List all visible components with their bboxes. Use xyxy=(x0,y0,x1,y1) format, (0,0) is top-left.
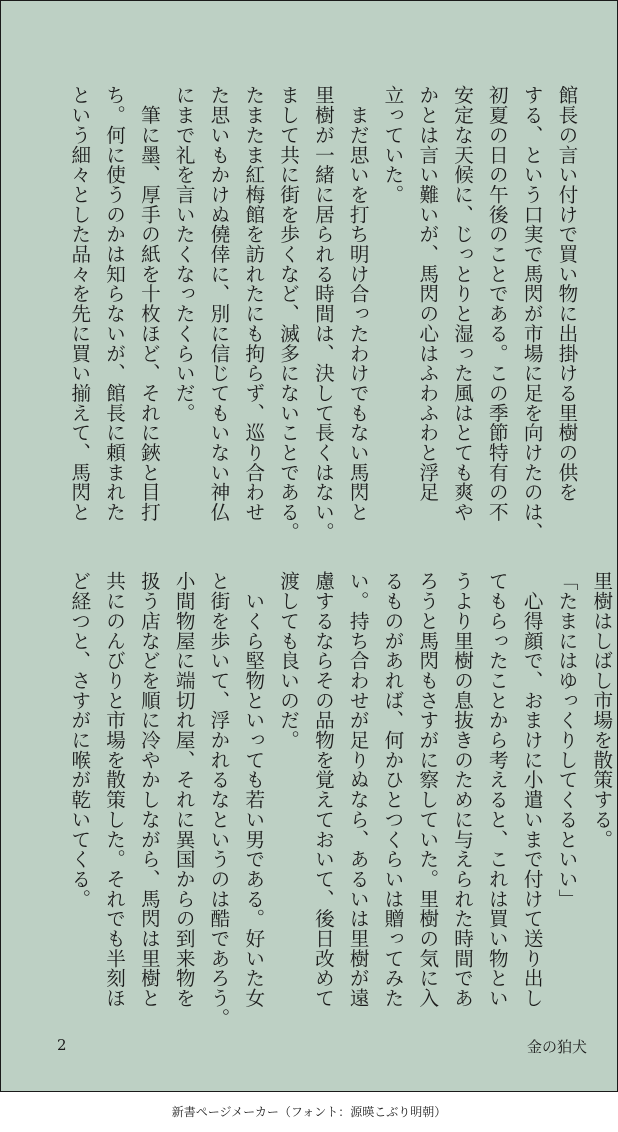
text-line: 扱う店などを順に冷やかしながら、馬閃は里樹と xyxy=(137,571,161,1008)
text-line: 立っていた。 xyxy=(380,85,404,205)
text-line: 里樹はしばし市場を散策する。 xyxy=(589,571,613,849)
text-line: まして共に街を歩くなど、滅多にないことである。 xyxy=(276,85,300,542)
text-line: たまたま紅梅館を訪れたにも拘らず、巡り合わせ xyxy=(241,85,265,522)
page-number: 2 xyxy=(57,1036,67,1054)
text-line: うより里樹の息抜きのために与えられた時間であ xyxy=(450,571,474,1008)
text-line: た思いもかけぬ僥倖に、別に信じてもいない神仏 xyxy=(206,85,230,522)
text-line: 渡しても良いのだ。 xyxy=(276,571,300,750)
text-line: 初夏の日の午後のことである。この季節特有の不 xyxy=(485,85,509,522)
text-line: 里樹が一緒に居られる時間は、決して長くはない。 xyxy=(311,85,335,542)
footer-credit: 新書ページメーカー（フォント：源暎こぶり明朝） xyxy=(171,1105,447,1119)
text-line: 共にのんびりと市場を散策した。それでも半刻ほ xyxy=(102,571,126,1008)
text-line: い。持ち合わせが足りぬなら、あるいは里樹が遠 xyxy=(346,571,370,1008)
text-line: ろうと馬閃もさすがに察していた。里樹の気に入 xyxy=(415,571,439,1008)
text-line: 小間物屋に端切れ屋、それに異国からの到来物を xyxy=(172,571,196,1008)
text-line: と街を歩いて、浮かれるなというのは酷であろう。 xyxy=(206,571,230,1028)
text-line: 心得顔で、おまけに小遣いまで付けて送り出し xyxy=(520,571,544,1008)
text-line: まだ思いを打ち明け合ったわけでもない馬閃と xyxy=(346,85,370,522)
text-line: 慮するならその品物を覚えておいて、後日改めて xyxy=(311,571,335,1008)
book-title: 金の狛犬 xyxy=(526,1038,587,1056)
text-line: 館長の言い付けで買い物に出掛ける里樹の供を xyxy=(554,85,578,502)
text-line: という細々とした品々を先に買い揃えて、馬閃と xyxy=(67,85,91,522)
text-line: 筆に墨、厚手の紙を十枚ほど、それに鋏と目打 xyxy=(137,85,161,522)
text-line: かとは言い難いが、馬閃の心はふわふわと浮足 xyxy=(415,85,439,502)
text-block-bottom xyxy=(61,571,618,1028)
text-line: るものがあれば、何かひとつくらいは贈ってみた xyxy=(380,571,404,1008)
text-line: ち。何に使うのかは知らないが、館長に頼まれた xyxy=(102,85,126,522)
text-line: 「たまにはゆっくりしてくるといい」 xyxy=(554,571,578,909)
text-line: する、という口実で馬閃が市場に足を向けたのは、 xyxy=(520,85,544,542)
text-line: てもらったことから考えると、これは買い物とい xyxy=(485,571,509,1008)
text-line: ど経つと、さすがに喉が乾いてくる。 xyxy=(67,571,91,909)
text-line: いくら堅物といっても若い男である。好いた女 xyxy=(241,571,265,1008)
text-line: 安定な天候に、じっとりと湿った風はとても爽や xyxy=(450,85,474,522)
text-block-top xyxy=(61,85,583,542)
text-line: にまで礼を言いたくなったくらいだ。 xyxy=(172,85,196,423)
